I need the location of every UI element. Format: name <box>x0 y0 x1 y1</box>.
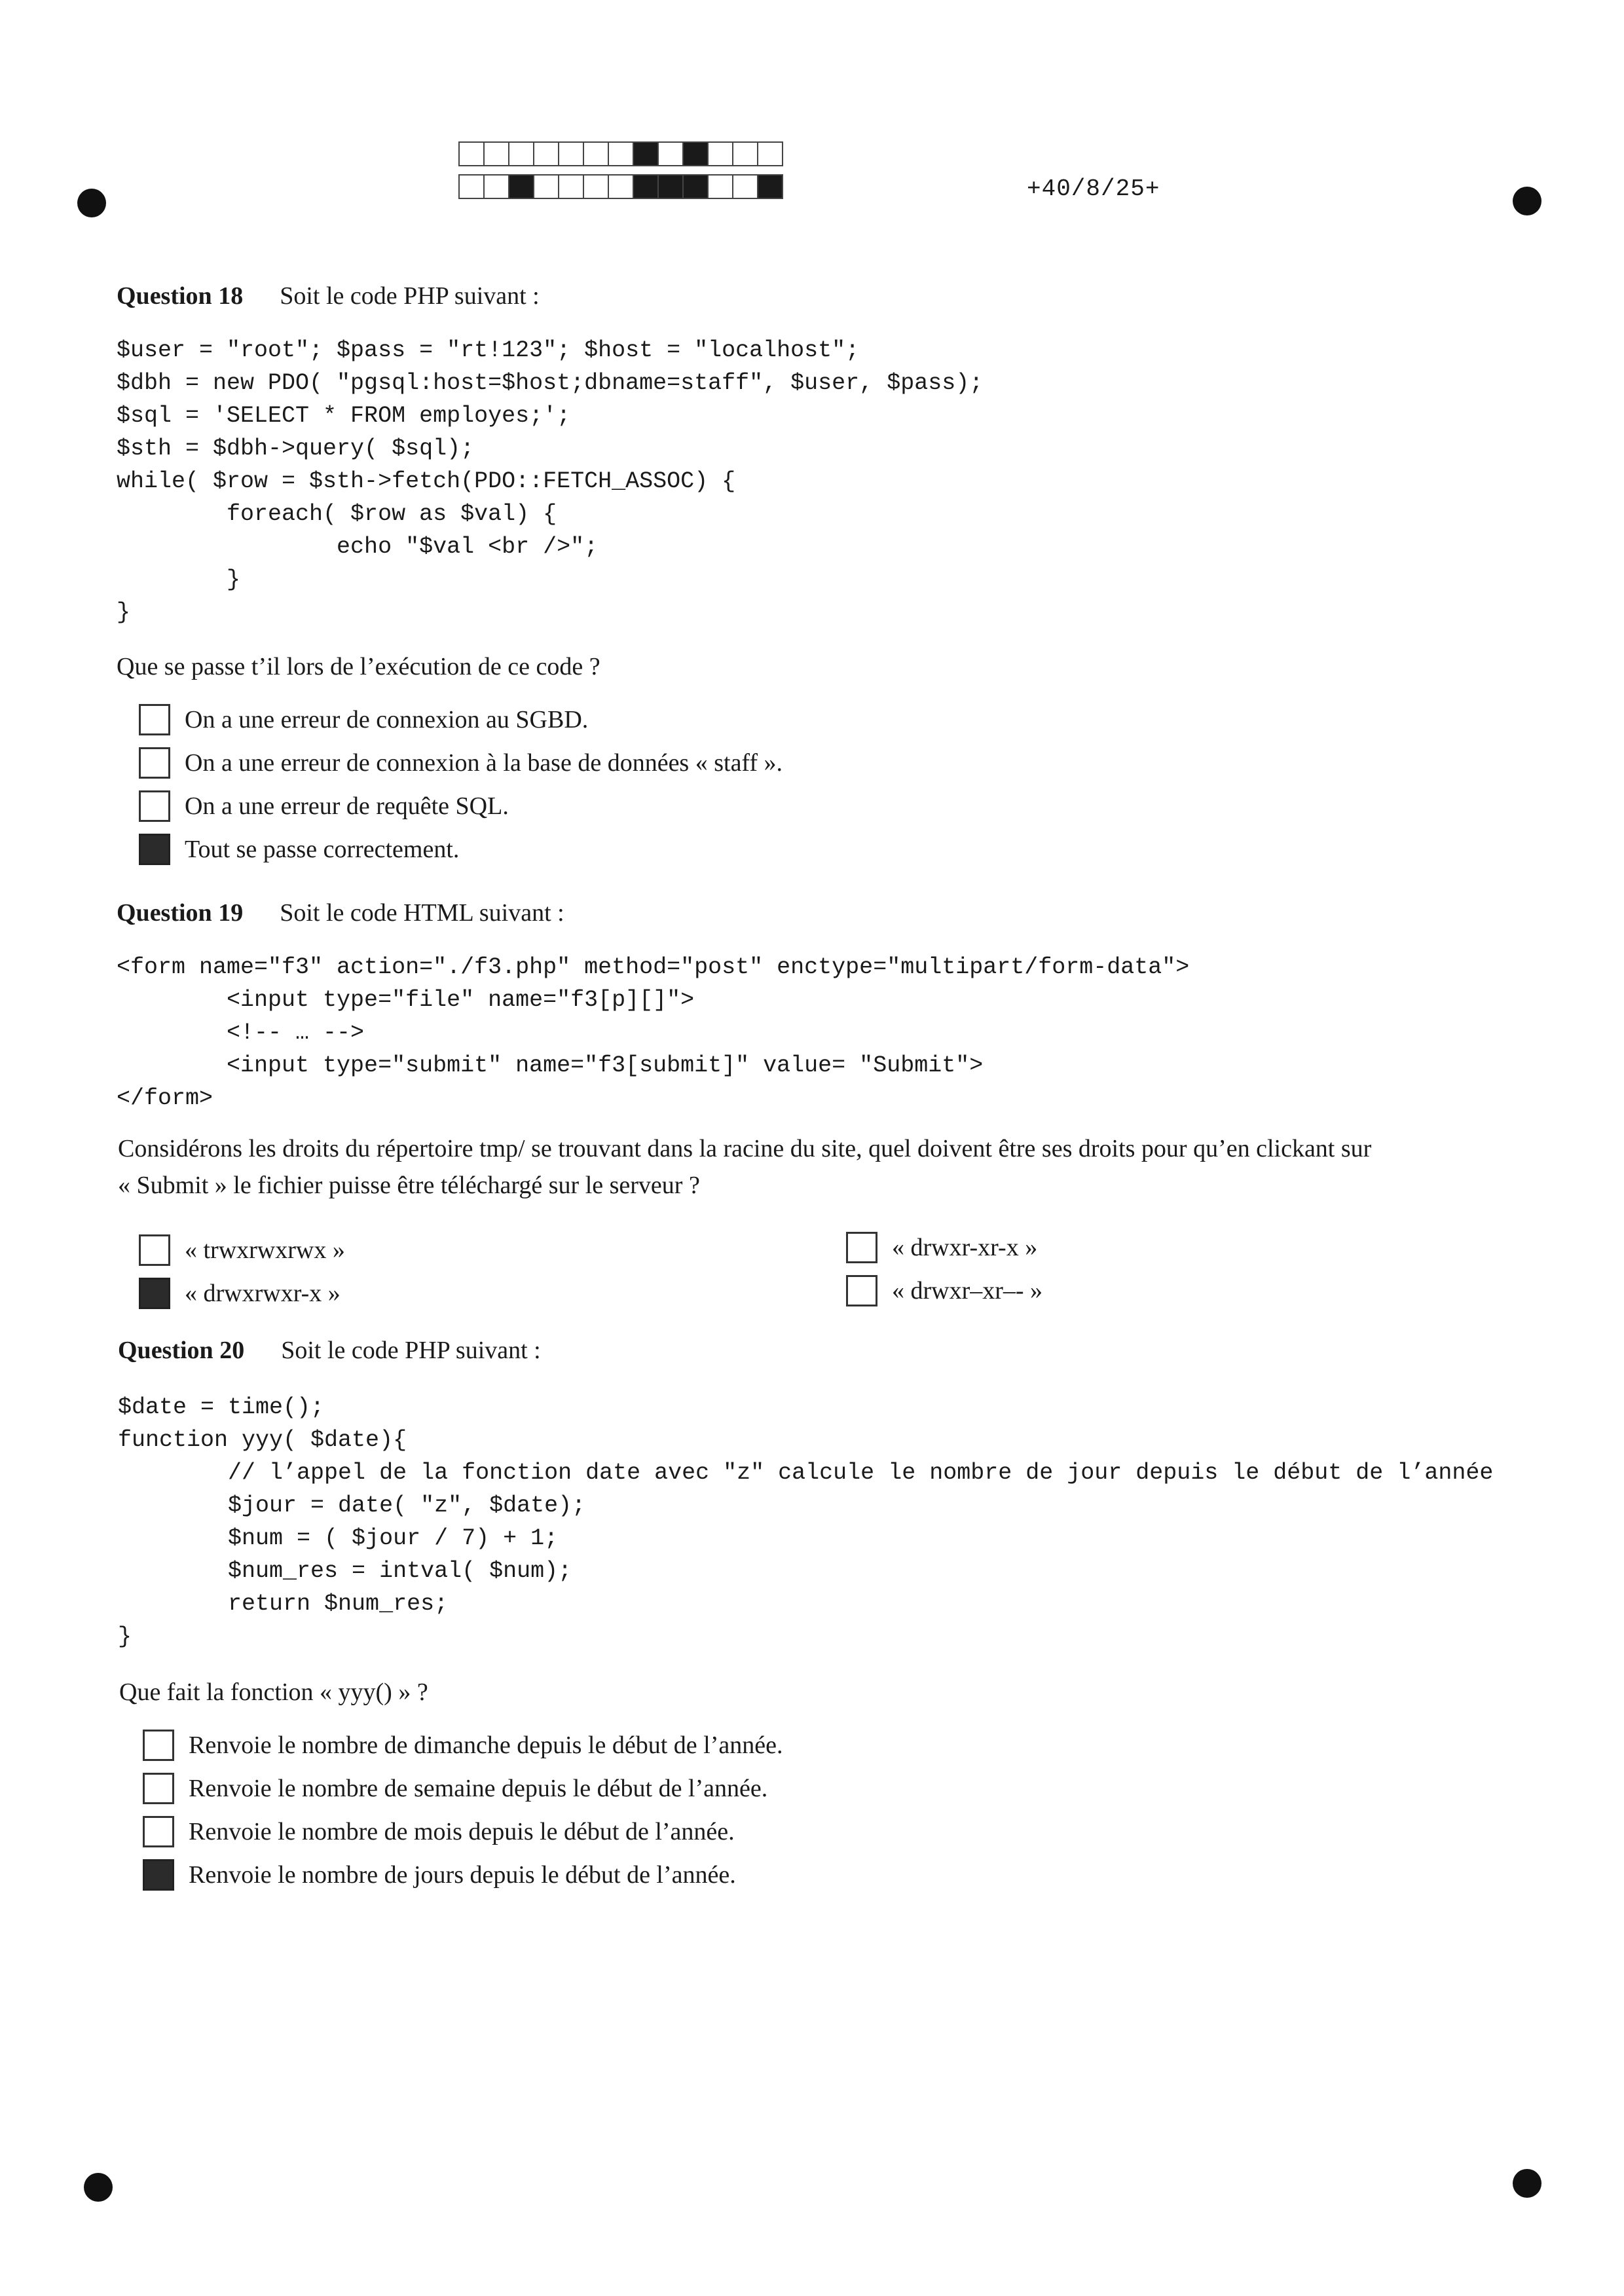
id-boxes-row-1 <box>458 141 782 166</box>
question-20-code: $date = time(); function yyy( $date){ // l’appel de la fonction date avec "z" calcule le nombre de jour depuis le début de l’année $jour = date( "z", $date); $num = ( $jour / 7) + 1; $num_res = intval( $num); return $num_res; } <box>118 1394 1494 1650</box>
question-number: Question 20 <box>118 1337 245 1364</box>
id-cell <box>682 174 709 199</box>
choice-label: Renvoie le nombre de jours depuis le début de l’année. <box>189 1861 736 1889</box>
question-18-heading <box>117 282 540 310</box>
id-cell <box>707 174 733 199</box>
question-intro: Soit le code HTML suivant : <box>280 899 564 927</box>
choice-label: Renvoie le nombre de dimanche depuis le début de l’année. <box>189 1731 783 1759</box>
checkbox[interactable] <box>846 1275 877 1306</box>
question-20-prompt: Que fait la fonction « yyy() » ? <box>119 1678 428 1706</box>
question-19-code: <form name="f3" action="./f3.php" method="post" enctype="multipart/form-data"> <input type="file" name="f3[p][]"> <!-- … --> <input type="submit" name="f3[submit]" value= "Submit"> </form> <box>117 954 1190 1111</box>
choice-label: Tout se passe correctement. <box>185 836 460 863</box>
question-20-choice-3[interactable] <box>143 1816 735 1847</box>
id-cell <box>657 174 684 199</box>
question-intro: Soit le code PHP suivant : <box>280 282 540 310</box>
id-cell <box>558 174 584 199</box>
choice-label: « drwxr-xr-x » <box>892 1234 1038 1261</box>
id-cell <box>483 174 509 199</box>
checkbox[interactable] <box>143 1816 174 1847</box>
choice-label: Renvoie le nombre de mois depuis le début de l’année. <box>189 1818 735 1845</box>
checkbox[interactable] <box>846 1232 877 1263</box>
question-18-choice-2[interactable] <box>139 747 783 779</box>
choice-label: On a une erreur de connexion au SGBD. <box>185 706 589 733</box>
question-18-choice-4[interactable] <box>139 834 459 865</box>
id-cell <box>757 174 783 199</box>
checkbox[interactable] <box>139 1278 170 1309</box>
id-boxes-row-2 <box>458 174 782 199</box>
checkbox[interactable] <box>143 1859 174 1891</box>
choice-label: Renvoie le nombre de semaine depuis le début de l’année. <box>189 1775 768 1802</box>
question-19-heading <box>117 898 564 927</box>
id-cell <box>533 174 559 199</box>
question-20-heading <box>118 1336 541 1365</box>
id-cell <box>458 141 485 166</box>
checkbox[interactable] <box>143 1730 174 1761</box>
registration-mark-bottom-right <box>1513 2169 1541 2198</box>
id-cell <box>483 141 509 166</box>
id-cell <box>508 141 534 166</box>
question-18-code: $user = "root"; $pass = "rt!123"; $host = "localhost"; $dbh = new PDO( "pgsql:host=$host;dbname=staff", $user, $pass); $sql = 'SELECT * FROM employes;'; $sth = $dbh->query( $sql); while( $row = $sth->fetch(PDO::FETCH_ASSOC) { foreach( $row as $val) { echo "$val <br />"; } } <box>117 337 984 625</box>
checkbox[interactable] <box>139 790 170 822</box>
question-19-prompt <box>118 1130 1371 1204</box>
id-cell <box>633 174 659 199</box>
id-cell <box>458 174 485 199</box>
id-cell <box>608 174 634 199</box>
question-19-choice-1[interactable] <box>139 1234 345 1266</box>
page-code: +40/8/25+ <box>1027 176 1160 202</box>
question-number: Question 19 <box>117 899 244 927</box>
checkbox[interactable] <box>143 1773 174 1804</box>
registration-mark-top-right <box>1513 187 1541 215</box>
id-cell <box>682 141 709 166</box>
question-18-prompt: Que se passe t’il lors de l’exécution de ce code ? <box>117 653 600 680</box>
id-cell <box>732 141 758 166</box>
question-19-choice-2[interactable] <box>139 1278 341 1309</box>
choice-label: « drwxr–xr–- » <box>892 1277 1043 1305</box>
id-cell <box>732 174 758 199</box>
choice-label: On a une erreur de requête SQL. <box>185 792 509 820</box>
id-cell <box>558 141 584 166</box>
choice-label: On a une erreur de connexion à la base de données « staff ». <box>185 749 783 777</box>
question-20-choice-4[interactable] <box>143 1859 736 1891</box>
id-cell <box>757 141 783 166</box>
checkbox[interactable] <box>139 834 170 865</box>
question-19-choice-4[interactable] <box>846 1275 1043 1306</box>
id-cell <box>508 174 534 199</box>
question-20-choice-1[interactable] <box>143 1730 783 1761</box>
question-number: Question 18 <box>117 282 244 310</box>
question-intro: Soit le code PHP suivant : <box>281 1337 541 1364</box>
registration-mark-top-left <box>77 189 106 217</box>
question-20-choice-2[interactable] <box>143 1773 767 1804</box>
question-18-choice-1[interactable] <box>139 704 588 735</box>
choice-label: « trwxrwxrwx » <box>185 1236 345 1264</box>
question-19-choice-3[interactable] <box>846 1232 1037 1263</box>
id-cell <box>608 141 634 166</box>
prompt-line-1: Considérons les droits du répertoire tmp/ se trouvant dans la racine du site, quel doivent être ses droits pour qu’en clickant sur <box>118 1135 1372 1162</box>
checkbox[interactable] <box>139 704 170 735</box>
checkbox[interactable] <box>139 1234 170 1266</box>
id-cell <box>633 141 659 166</box>
checkbox[interactable] <box>139 747 170 779</box>
prompt-line-2: « Submit » le fichier puisse être téléchargé sur le serveur ? <box>118 1172 700 1199</box>
id-cell <box>707 141 733 166</box>
question-18-choice-3[interactable] <box>139 790 509 822</box>
id-cell <box>657 141 684 166</box>
id-cell <box>533 141 559 166</box>
registration-mark-bottom-left <box>84 2173 113 2202</box>
id-cell <box>583 141 609 166</box>
id-cell <box>583 174 609 199</box>
choice-label: « drwxrwxr-x » <box>185 1280 341 1307</box>
